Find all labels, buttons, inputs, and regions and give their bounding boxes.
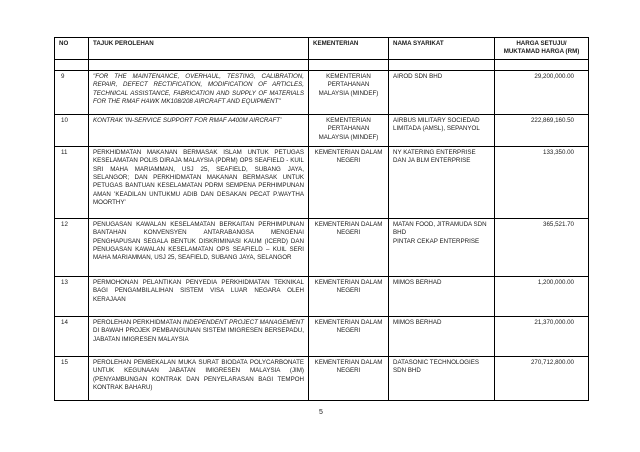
spacer-row (55, 59, 589, 70)
table-row (55, 218, 589, 276)
row-company: DATASONIC TECHNOLOGIES SDN BHD (389, 356, 495, 400)
row-ministry: KEMENTERIAN DALAM NEGERI (309, 316, 389, 356)
row-company: AIRBUS MILITARY SOCIEDAD LIMITADA (AMSL), SEPANYOL (389, 114, 495, 146)
header-no: NO (55, 38, 89, 60)
table-row (55, 70, 589, 114)
row-company: NY KATERING ENTERPRISE DAN JA BLM ENTERPRISE (389, 146, 495, 218)
row-price: 365,521.70 (495, 218, 589, 276)
row-title-part: PEROLEHAN PERKHIDMATAN (93, 318, 183, 326)
row-title (89, 316, 309, 356)
header-title: TAJUK PEROLEHAN (89, 38, 309, 60)
header-ministry: KEMENTERIAN (309, 38, 389, 60)
row-title: PERMOHONAN PELANTIKAN PENYEDIA PERKHIDMATAN TEKNIKAL BAGI PENGAMBILALIHAN SISTEM VISA LUAR NEGARA OLEH KERAJAAN (89, 276, 309, 316)
row-title: PEROLEHAN PEMBEKALAN MUKA SURAT BIODATA POLYCARBONATE UNTUK KEGUNAAN JABATAN IMIGRESEN MALAYSIA (JIM) (PENYAMBUNGAN KONTRAK DAN PENYELARASAN BAGI TEMPOH KONTRAK BAHARU) (89, 356, 309, 400)
row-no: 9 (55, 70, 89, 114)
row-no: 13 (55, 276, 89, 316)
row-ministry: KEMENTERIAN DALAM NEGERI (309, 218, 389, 276)
row-title-italic-part: INDEPENDENT PROJECT MANAGEMENT (182, 318, 304, 326)
row-title: KONTRAK 'IN-SERVICE SUPPORT FOR RMAF A400M AIRCRAFT' (89, 114, 309, 146)
row-no: 12 (55, 218, 89, 276)
row-title: PERKHIDMATAN MAKANAN BERMASAK ISLAM UNTUK PETUGAS KESELAMATAN POLIS DIRAJA MALAYSIA (PDRM) OPS SEAFIELD - KUIL SRI MAHA MARIAMMAN, USJ 25, SEAFIELD, SUBANG JAYA, SELANGOR; DAN PERKHIDMATAN MAKANAN BERMASAK UNTUK PETUGAS BANTUAN KESELAMATAN PDRM SEMPENA PERHIMPUNAN AMAN 'KEADILAN UNTUKMU ADIB DAN DESAKAN PECAT P.WAYTHA MOORTHY' (89, 146, 309, 218)
page-number: 5 (319, 409, 323, 416)
header-price: HARGA SETUJU/ MUKTAMAD HARGA (RM) (495, 38, 589, 60)
header-company: NAMA SYARIKAT (389, 38, 495, 60)
row-ministry: KEMENTERIAN DALAM NEGERI (309, 356, 389, 400)
table-row (55, 356, 589, 400)
table-row (55, 316, 589, 356)
row-company: MIMOS BERHAD (389, 316, 495, 356)
row-company-secondary: PINTAR CEKAP ENTERPRISE (393, 237, 480, 245)
row-price: 29,200,000.00 (495, 70, 589, 114)
row-title: "FOR THE MAINTENANCE, OVERHAUL, TESTING, CALIBRATION, REPAIR, DEFECT RECTIFICATION, MODIFICATION OF ARTICLES, TECHNICAL ASSISTANCE, FABRICATION AND SUPPLY OF MATERIALS FOR THE RMAF HAWK MK108/208 AIRCRAFT AND EQUIPMENT" (89, 70, 309, 114)
row-ministry: KEMENTERIAN DALAM NEGERI (309, 146, 389, 218)
row-company: MATAN FOOD, JITRAMUDA SDN BHD (393, 220, 487, 237)
table-row (55, 146, 589, 218)
row-ministry: KEMENTERIAN DALAM NEGERI (309, 276, 389, 316)
row-company: MIMOS BERHAD (389, 276, 495, 316)
row-title-part: DI BAWAH PROJEK PEMBANGUNAN SISTEM IMIGRESEN BERSEPADU, JABATAN IMIGRESEN MALAYSIA (93, 327, 304, 343)
row-no: 14 (55, 316, 89, 356)
row-price: 133,350.00 (495, 146, 589, 218)
row-company: AIROD SDN BHD (389, 70, 495, 114)
row-price: 222,869,160.50 (495, 114, 589, 146)
table-row (55, 114, 589, 146)
row-no: 11 (55, 146, 89, 218)
table-header-row (55, 38, 589, 60)
row-price: 1,200,000.00 (495, 276, 589, 316)
row-price: 270,712,800.00 (495, 356, 589, 400)
row-price: 21,370,000.00 (495, 316, 589, 356)
procurement-table (54, 37, 589, 401)
row-no: 10 (55, 114, 89, 146)
row-no: 15 (55, 356, 89, 400)
table-row (55, 276, 589, 316)
row-title: PENUGASAN KAWALAN KESELAMATAN BERKAITAN PERHIMPUNAN BANTAHAN KONVENSYEN ANTARABANGSA MENGENAI PENGHAPUSAN SEGALA BENTUK DISKRIMINASI KAUM (ICERD) DAN PENUGASAN KAWALAN KESELAMATAN OPS SEAFIELD – KUIL SERI MAHA MARIAMMAN, USJ 25, SEAFIELD, SUBANG JAYA, SELANGOR (89, 218, 309, 276)
row-ministry: KEMENTERIAN PERTAHANAN MALAYSIA (MINDEF) (309, 70, 389, 114)
row-ministry: KEMENTERIAN PERTAHANAN MALAYSIA (MINDEF) (309, 114, 389, 146)
row-company-cell (389, 218, 495, 276)
